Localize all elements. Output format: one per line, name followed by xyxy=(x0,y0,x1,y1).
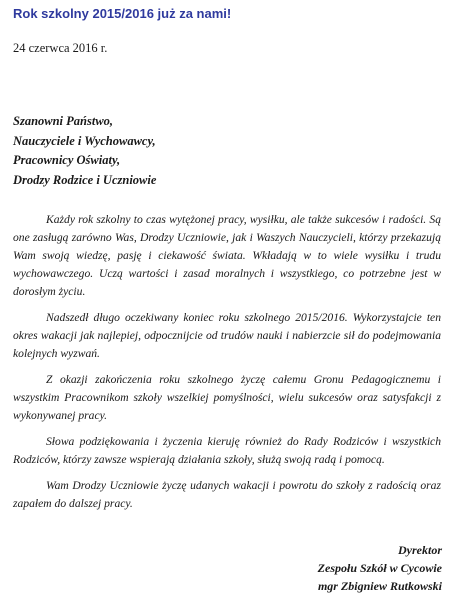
signature-name: mgr Zbigniew Rutkowski xyxy=(317,579,442,593)
salutation-line: Drodzy Rodzice i Uczniowie xyxy=(13,172,157,187)
salutation-line: Pracownicy Oświaty, xyxy=(13,153,121,167)
body-paragraph: Słowa podziękowania i życzenia kieruję również do Rady Rodziców i wszystkich Rodziców, którzy zawsze wspierają działania szkoły, służą swoją radą i pomocą. xyxy=(13,435,441,466)
body-paragraph: Każdy rok szkolny to czas wytężonej pracy, wysiłku, ale także sukcesów i radości. Są one zasługą zarówno Was, Drodzy Uczniowie, jak i Waszych Nauczycieli, którzy przekazują Wam swoją wiedzę, pasję i ciekawość świata. Wkładają w to wiele wysiłku i trudu wychowawczego. Uczą wartości i zasad moralnych i wszystkiego, co potrzebne jest w dorosłym życiu. xyxy=(13,213,441,298)
signature-role: Dyrektor xyxy=(398,543,442,557)
body-paragraph: Nadszedł długo oczekiwany koniec roku szkolnego 2015/2016. Wykorzystajcie ten okres wakacji jak najlepiej, odpocznijcie od trudów nauki i nabierzcie sił do podejmowania kolejnych wyzwań. xyxy=(13,311,441,360)
salutation-block xyxy=(13,112,156,190)
body-paragraph: Z okazji zakończenia roku szkolnego życzę całemu Gronu Pedagogicznemu i wszystkim Pracownikom szkoły wszelkiej pomyślności, wielu sukcesów oraz satysfakcji z wykonywanej pracy. xyxy=(13,373,441,422)
salutation-line: Nauczyciele i Wychowawcy, xyxy=(13,133,156,148)
page-title: Rok szkolny 2015/2016 już za nami! xyxy=(13,6,232,21)
signature-block xyxy=(318,541,442,595)
salutation-line: Szanowni Państwo, xyxy=(13,114,114,128)
signature-institution: Zespołu Szkół w Cycowie xyxy=(317,561,442,575)
letter-date: 24 czerwca 2016 r. xyxy=(13,41,108,55)
body-paragraph: Wam Drodzy Uczniowie życzę udanych wakacji i powrotu do szkoły z radością oraz zapałem do dalszej pracy. xyxy=(13,479,441,510)
letter-body xyxy=(13,211,441,521)
